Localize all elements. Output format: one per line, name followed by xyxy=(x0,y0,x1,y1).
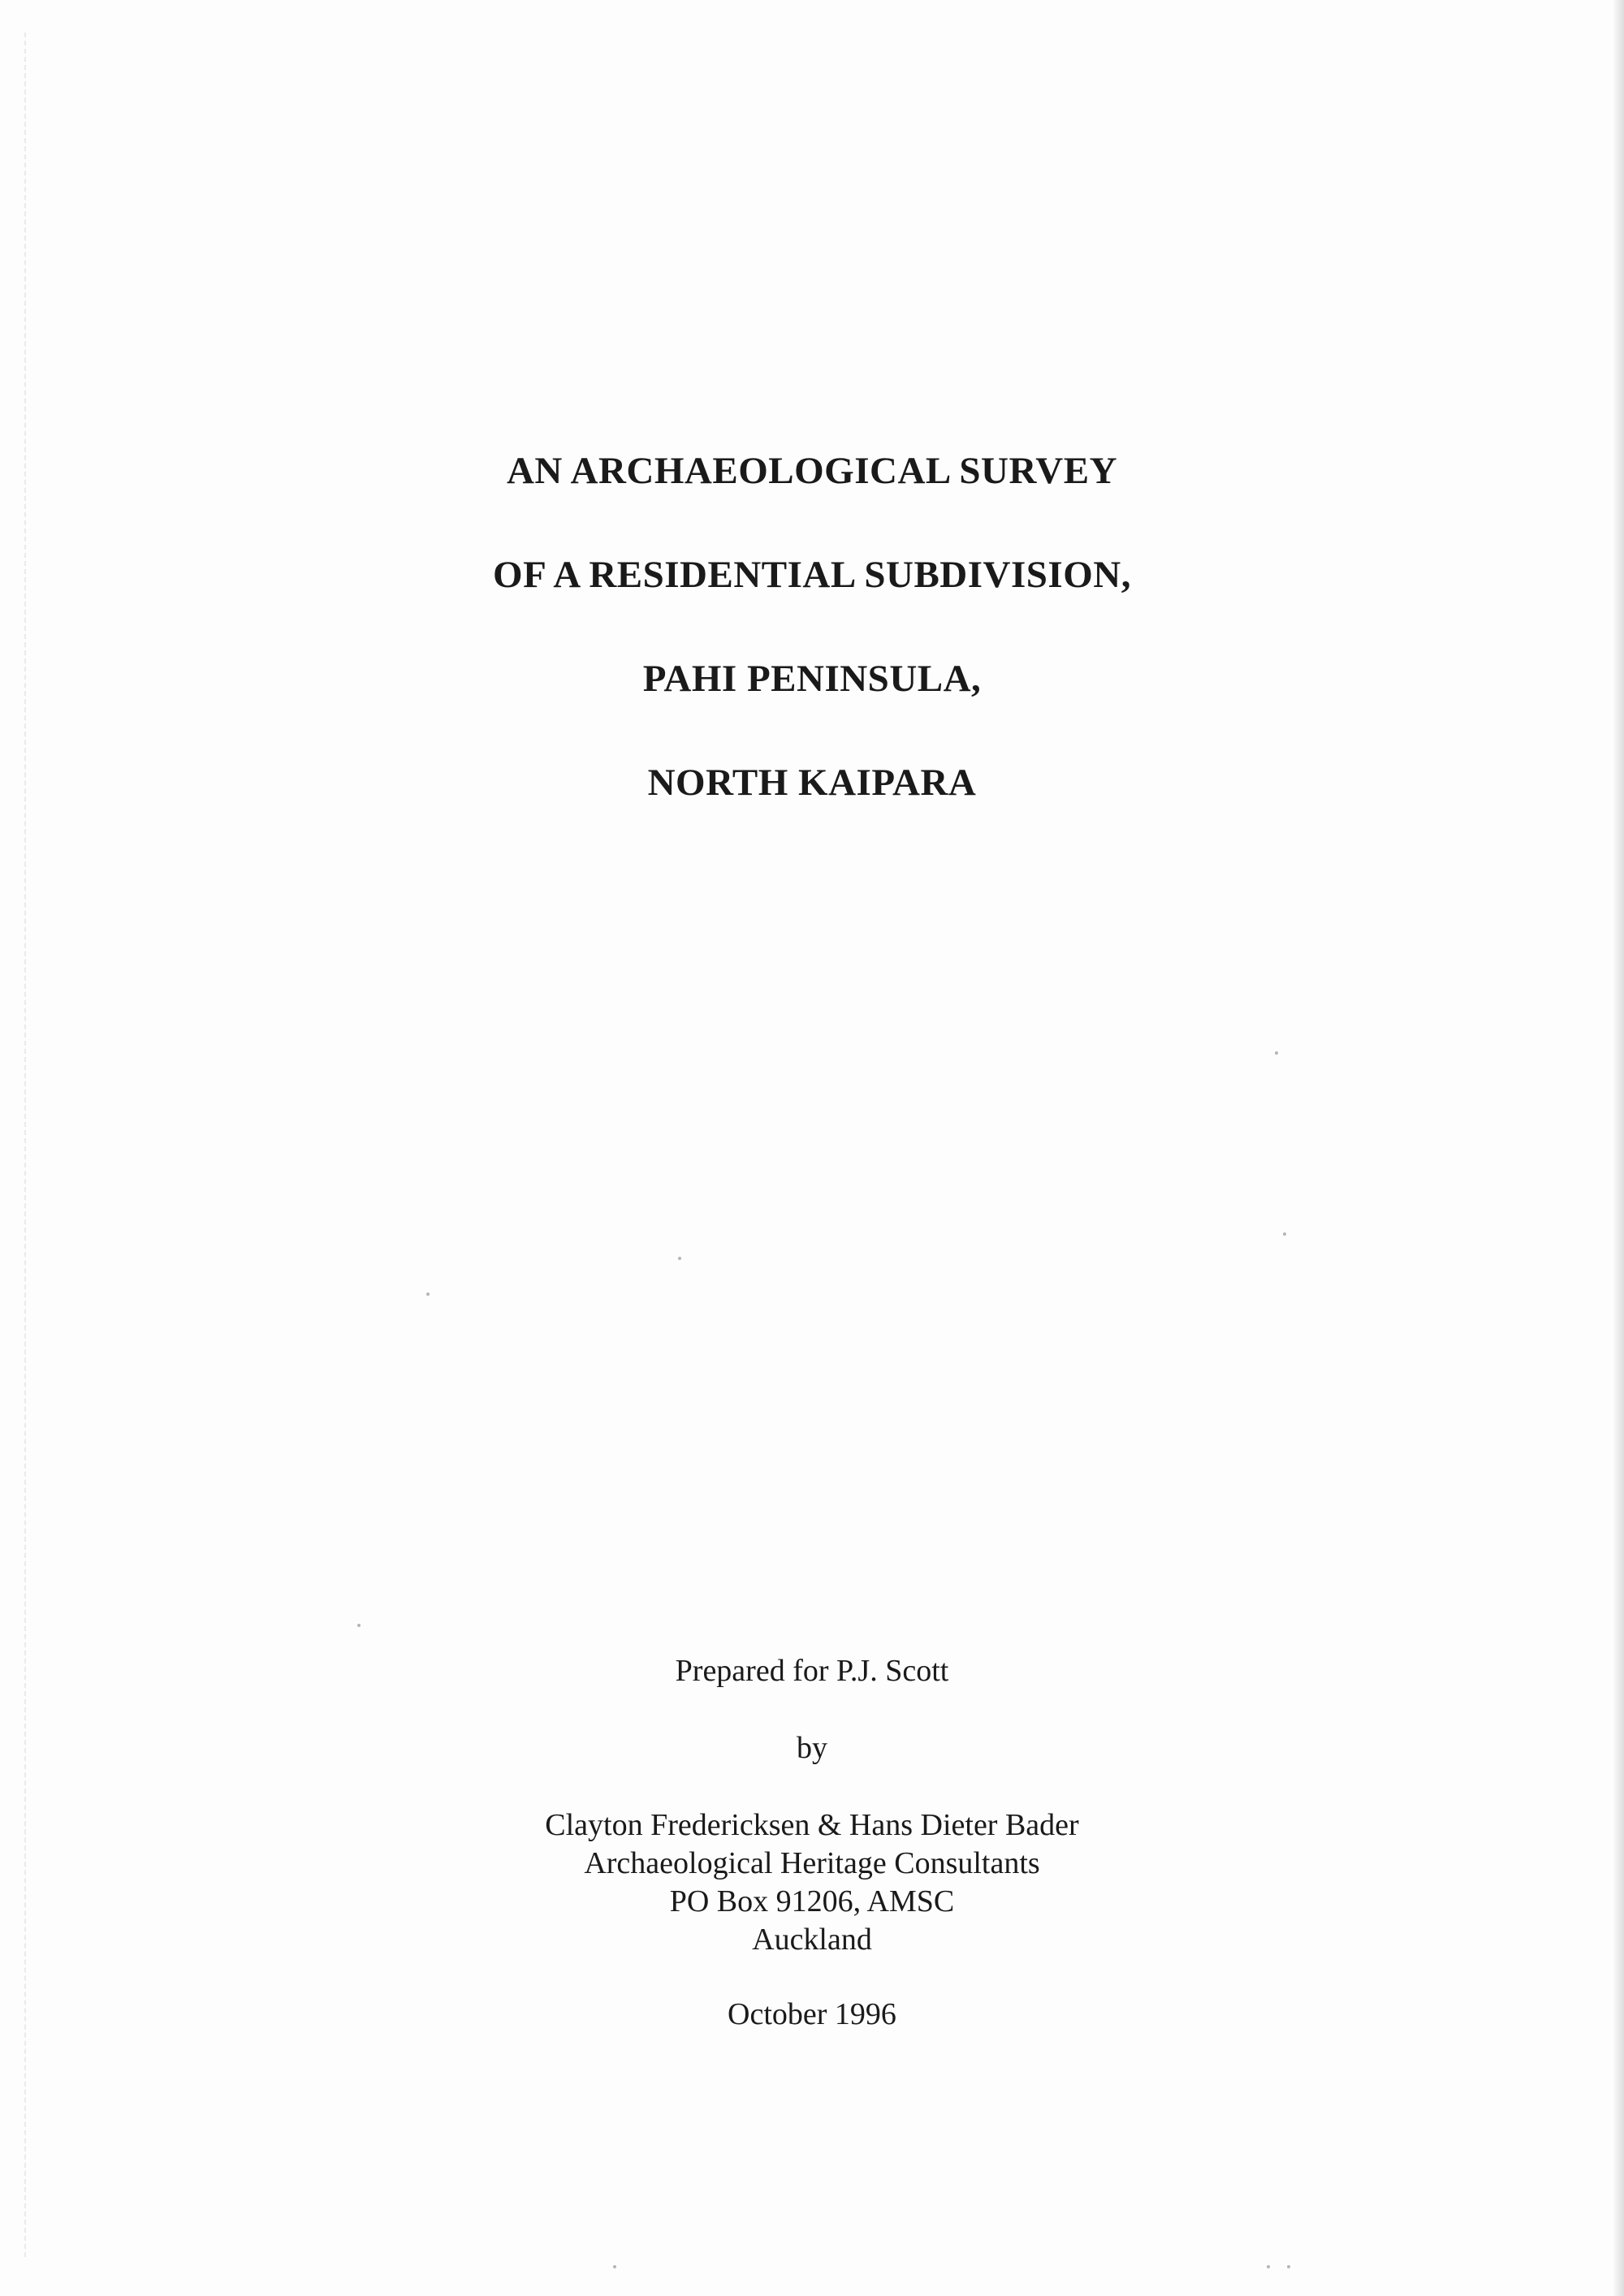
authors: Clayton Fredericksen & Hans Dieter Bader xyxy=(545,1808,1079,1842)
title-line-4: NORTH KAIPARA xyxy=(647,762,977,804)
title-line-1: AN ARCHAEOLOGICAL SURVEY xyxy=(506,450,1118,492)
prepared-for: Prepared for P.J. Scott xyxy=(675,1654,949,1688)
scan-speck xyxy=(613,2265,616,2268)
organisation: Archaeological Heritage Consultants xyxy=(584,1846,1040,1880)
city: Auckland xyxy=(752,1923,872,1957)
by-label: by xyxy=(797,1731,827,1765)
report-date: October 1996 xyxy=(728,1997,896,2031)
scan-speck xyxy=(426,1293,430,1296)
author-block xyxy=(0,1806,1624,1959)
scan-speck xyxy=(678,1257,681,1260)
scan-speck xyxy=(1283,1232,1286,1236)
report-title xyxy=(0,442,1624,858)
credits-block xyxy=(0,1652,1624,2034)
scan-speck xyxy=(1287,2265,1290,2268)
address: PO Box 91206, AMSC xyxy=(669,1884,955,1918)
title-line-3: PAHI PENINSULA, xyxy=(642,658,982,700)
scan-speck xyxy=(1267,2265,1270,2268)
title-line-2: OF A RESIDENTIAL SUBDIVISION, xyxy=(493,554,1131,596)
scan-speck xyxy=(357,1624,361,1627)
scan-speck xyxy=(1275,1051,1278,1055)
